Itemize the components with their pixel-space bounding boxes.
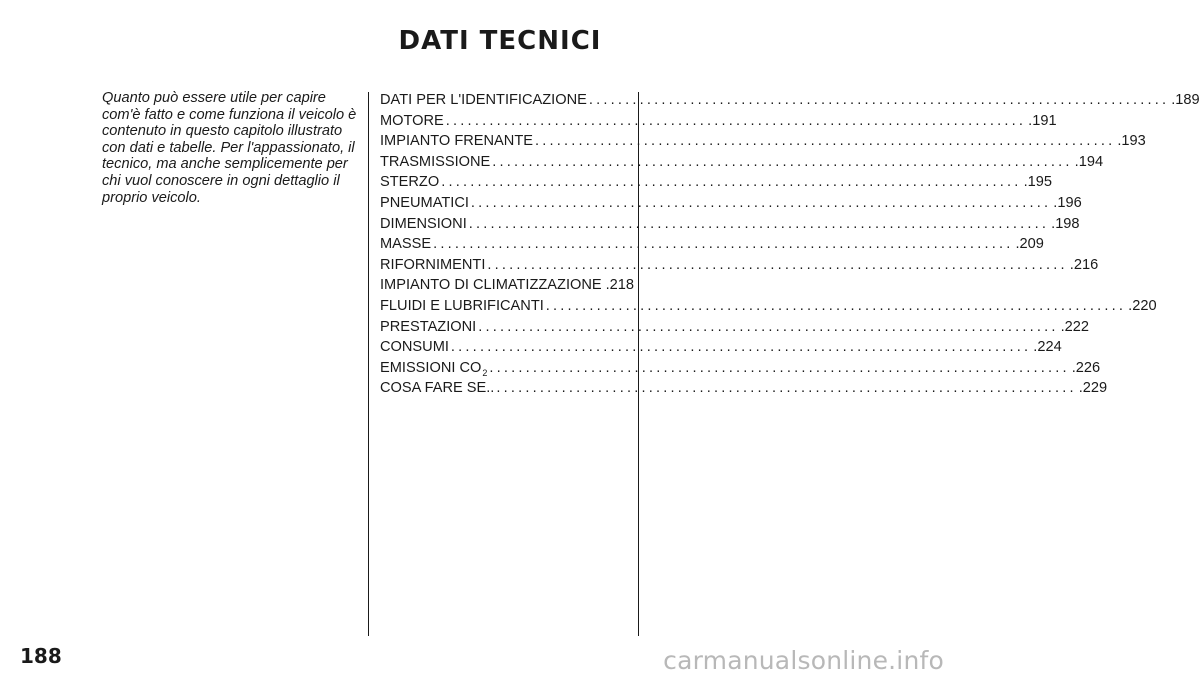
toc-entry-page: .229 bbox=[1078, 380, 1108, 397]
toc-entry-label: DIMENSIONI bbox=[380, 215, 467, 232]
toc-entry-label: PNEUMATICI bbox=[380, 194, 469, 211]
page-number: 188 bbox=[20, 644, 62, 668]
toc-entry-label: RIFORNIMENTI bbox=[380, 256, 486, 273]
toc-entry-page: .218 bbox=[605, 277, 635, 294]
toc-entry-page: .226 bbox=[1071, 359, 1101, 376]
toc-entry-label: IMPIANTO DI CLIMATIZZAZIONE bbox=[380, 277, 602, 294]
toc-entry-leader: ................................................................................ bbox=[492, 153, 1073, 170]
toc-entry-leader: ................................................................................ bbox=[478, 318, 1059, 335]
watermark: carmanualsonline.info bbox=[663, 646, 944, 675]
toc-entry[interactable] bbox=[380, 317, 1090, 338]
toc-entry[interactable] bbox=[380, 111, 1057, 132]
toc-entry[interactable] bbox=[380, 172, 1052, 193]
toc-entry-label: STERZO bbox=[380, 174, 440, 191]
toc-entry-page: .195 bbox=[1023, 174, 1052, 191]
toc-entry-subscript: 2 bbox=[482, 367, 488, 378]
toc-entry[interactable] bbox=[380, 234, 1044, 255]
toc-entry-page: .196 bbox=[1053, 194, 1082, 211]
toc-entry[interactable] bbox=[380, 214, 1080, 235]
toc-entry-page: .194 bbox=[1074, 153, 1104, 170]
toc-entry[interactable] bbox=[380, 152, 1104, 173]
toc-entry-label: PRESTAZIONI bbox=[380, 318, 477, 335]
toc-entry-page: .220 bbox=[1128, 297, 1157, 314]
toc-entry-page: .198 bbox=[1051, 215, 1080, 232]
toc-entry-label: CONSUMI bbox=[380, 339, 449, 356]
toc-entry-label: COSA FARE SE.. bbox=[380, 380, 495, 397]
toc-entry-leader: ................................................................................ bbox=[588, 92, 1170, 108]
toc-entry-leader: ................................................................................ bbox=[441, 174, 1022, 191]
toc-entry-page: .224 bbox=[1033, 339, 1062, 356]
page-title: DATI TECNICI bbox=[398, 26, 602, 56]
toc-entry[interactable] bbox=[380, 337, 1062, 358]
intro-text bbox=[102, 90, 362, 206]
toc-entry[interactable] bbox=[380, 275, 635, 296]
toc-entry-leader: ................................................................................ bbox=[450, 339, 1032, 356]
toc-entry-label: DATI PER L'IDENTIFICAZIONE bbox=[380, 92, 587, 108]
toc-entry[interactable] bbox=[380, 358, 1101, 379]
toc-entry-label: IMPIANTO FRENANTE bbox=[380, 133, 533, 150]
toc-entry-leader: ................................................................................ bbox=[534, 133, 1116, 150]
toc-entry-page: .191 bbox=[1028, 112, 1057, 129]
table-of-contents bbox=[380, 90, 1200, 399]
toc-entry-page: .209 bbox=[1015, 236, 1044, 253]
toc-entry[interactable] bbox=[380, 255, 1099, 276]
toc-entry-leader: ................................................................................ bbox=[487, 256, 1068, 273]
toc-entry-label: MOTORE bbox=[380, 112, 444, 129]
toc-entry[interactable] bbox=[380, 90, 1200, 111]
column-divider-left bbox=[368, 92, 369, 636]
toc-entry-leader: ................................................................................ bbox=[433, 236, 1014, 253]
toc-entry-label: TRASMISSIONE bbox=[380, 153, 491, 170]
toc-entry[interactable] bbox=[380, 296, 1157, 317]
toc-entry-page: .189 bbox=[1171, 92, 1200, 108]
toc-entry-leader: ................................................................................ bbox=[470, 194, 1052, 211]
intro-paragraph: Quanto può essere utile per capire com'è fatto e come funziona il veicolo è contenuto in questo capitolo illustrato con dati e tabelle. Per l'appassionato, il tecnico, ma anche semplicemente per chi vuol conoscere in ogni dettaglio il proprio veicolo. bbox=[102, 90, 357, 206]
toc-entry-page: .216 bbox=[1069, 256, 1099, 273]
toc-entry-leader: ................................................................................ bbox=[545, 297, 1127, 314]
toc-entry-label: MASSE bbox=[380, 236, 432, 253]
toc-entry-leader: ................................................................................ bbox=[445, 112, 1027, 129]
toc-entry[interactable] bbox=[380, 131, 1146, 152]
toc-entry-leader: ................................................................................ bbox=[489, 359, 1070, 376]
toc-entry-label: EMISSIONI $CO_2$ bbox=[380, 359, 488, 378]
toc-entry-leader: ................................................................................ bbox=[468, 215, 1050, 232]
toc-entry-leader: ................................................................................ bbox=[496, 380, 1077, 397]
toc-entry[interactable] bbox=[380, 378, 1108, 399]
toc-entry-label: FLUIDI E LUBRIFICANTI bbox=[380, 297, 544, 314]
toc-entry-page: .222 bbox=[1060, 318, 1090, 335]
toc-entry-page: .193 bbox=[1117, 133, 1146, 150]
toc-entry[interactable] bbox=[380, 193, 1082, 214]
